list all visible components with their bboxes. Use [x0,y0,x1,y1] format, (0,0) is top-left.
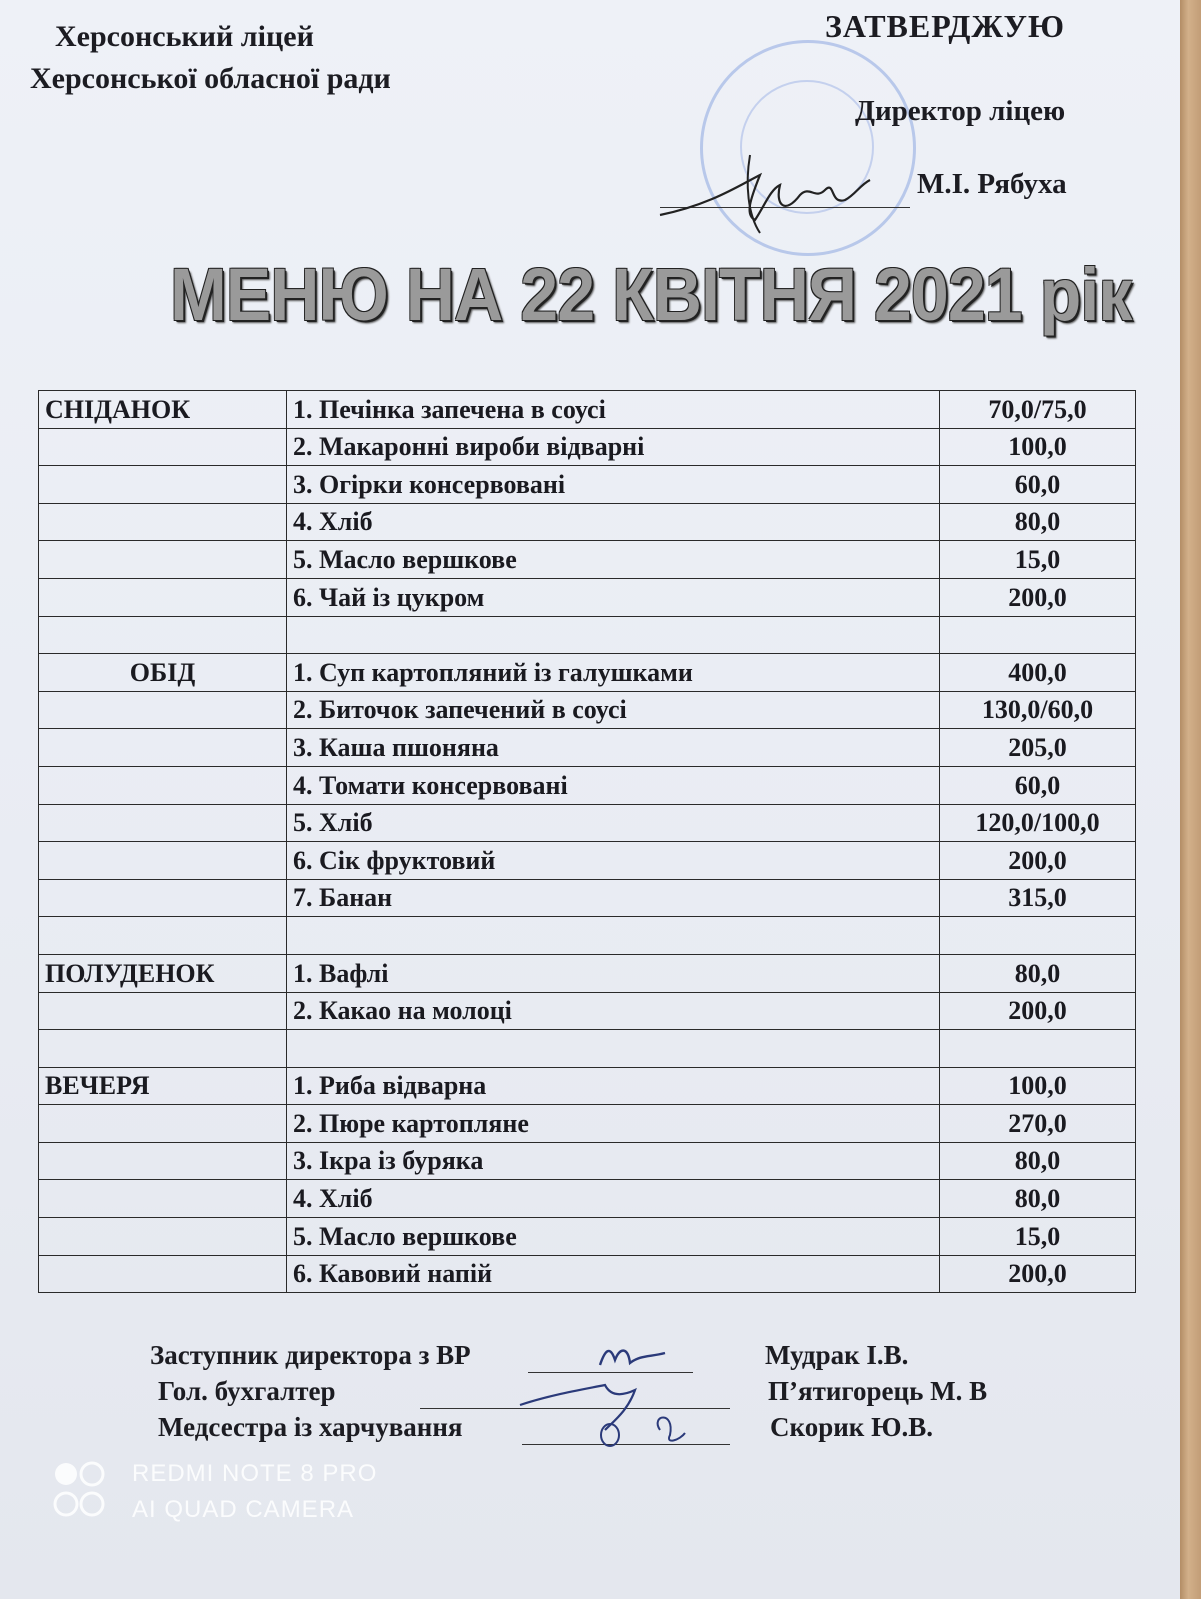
camera-watermark-line2: AI QUAD CAMERA [132,1496,355,1523]
weight-cell: 80,0 [940,954,1136,992]
table-row [39,992,1136,1030]
meal-cell: ПОЛУДЕНОК [39,954,287,992]
director-signature [650,145,890,235]
weight-cell: 200,0 [940,992,1136,1030]
meal-cell [39,466,287,504]
dish-cell [287,917,940,955]
dish-cell: 6. Кавовий напій [287,1255,940,1293]
signature-name-3: Скорик Ю.В. [770,1412,933,1442]
meal-cell [39,578,287,616]
table-row [39,804,1136,842]
table-row [39,1067,1136,1105]
weight-cell: 130,0/60,0 [940,691,1136,729]
weight-cell: 60,0 [940,466,1136,504]
dish-cell: 5. Хліб [287,804,940,842]
director-position: Директор ліцею [855,95,1066,127]
school-name-line2: Херсонської обласної ради [30,62,391,95]
menu-table [38,390,1136,1293]
camera-watermark [132,1456,377,1528]
weight-cell: 200,0 [940,842,1136,880]
dish-cell [287,616,940,654]
table-row [39,578,1136,616]
table-row [39,1255,1136,1293]
weight-cell: 100,0 [940,428,1136,466]
handwritten-signatures [510,1335,710,1450]
meal-cell [39,691,287,729]
dish-cell: 6. Чай із цукром [287,578,940,616]
menu-title: МЕНЮ НА 22 КВІТНЯ 2021 рік [170,253,1132,336]
table-row [39,616,1136,654]
meal-cell [39,1255,287,1293]
meal-cell: СНІДАНОК [39,391,287,429]
meal-cell [39,992,287,1030]
dish-cell: 3. Ікра із буряка [287,1142,940,1180]
meal-cell [39,842,287,880]
meal-cell [39,1105,287,1143]
dish-cell: 1. Суп картопляний із галушками [287,654,940,692]
meal-cell [39,804,287,842]
table-row [39,917,1136,955]
approval-heading: ЗАТВЕРДЖУЮ [825,8,1066,44]
meal-cell [39,1218,287,1256]
table-row [39,766,1136,804]
director-name: М.І. Рябуха [917,168,1067,200]
dish-cell: 1. Вафлі [287,954,940,992]
desk-background [1180,0,1201,1599]
table-row [39,1105,1136,1143]
meal-cell [39,1030,287,1068]
meal-cell [39,503,287,541]
weight-cell: 205,0 [940,729,1136,767]
weight-cell: 70,0/75,0 [940,391,1136,429]
dish-cell: 2. Макаронні вироби відварні [287,428,940,466]
weight-cell [940,917,1136,955]
signature-position-1: Заступник директора з ВР [150,1340,471,1370]
dish-cell: 6. Сік фруктовий [287,842,940,880]
table-row [39,1180,1136,1218]
dish-cell: 2. Пюре картопляне [287,1105,940,1143]
weight-cell: 200,0 [940,578,1136,616]
dish-cell: 5. Масло вершкове [287,1218,940,1256]
meal-cell [39,729,287,767]
dish-cell: 2. Какао на молоці [287,992,940,1030]
dish-cell: 4. Хліб [287,1180,940,1218]
dish-cell: 5. Масло вершкове [287,541,940,579]
weight-cell: 270,0 [940,1105,1136,1143]
table-row [39,954,1136,992]
weight-cell: 80,0 [940,503,1136,541]
table-row [39,691,1136,729]
table-row [39,541,1136,579]
table-row [39,842,1136,880]
meal-cell [39,541,287,579]
table-row [39,879,1136,917]
table-row [39,503,1136,541]
weight-cell: 400,0 [940,654,1136,692]
weight-cell: 315,0 [940,879,1136,917]
weight-cell: 15,0 [940,1218,1136,1256]
table-row [39,466,1136,504]
signature-name-2: П’ятигорець М. В [768,1376,988,1406]
dish-cell: 4. Томати консервовані [287,766,940,804]
meal-cell [39,616,287,654]
dish-cell: 1. Печінка запечена в соусі [287,391,940,429]
dish-cell: 2. Биточок запечений в соусі [287,691,940,729]
camera-lens-icon [52,1460,112,1522]
table-row [39,1142,1136,1180]
school-name-line1: Херсонський ліцей [55,20,314,53]
dish-cell: 1. Риба відварна [287,1067,940,1105]
weight-cell: 120,0/100,0 [940,804,1136,842]
meal-cell [39,917,287,955]
meal-cell: ОБІД [39,654,287,692]
table-row [39,428,1136,466]
meal-cell [39,1180,287,1218]
table-row [39,1218,1136,1256]
weight-cell: 60,0 [940,766,1136,804]
table-row [39,654,1136,692]
meal-cell [39,1142,287,1180]
dish-cell: 7. Банан [287,879,940,917]
camera-watermark-line1: REDMI NOTE 8 PRO [132,1460,378,1487]
weight-cell: 200,0 [940,1255,1136,1293]
table-row [39,729,1136,767]
signature-position-3: Медсестра із харчування [158,1412,463,1442]
dish-cell [287,1030,940,1068]
signature-name-1: Мудрак І.В. [765,1340,909,1370]
signature-position-2: Гол. бухгалтер [158,1376,336,1406]
weight-cell [940,1030,1136,1068]
dish-cell: 4. Хліб [287,503,940,541]
meal-cell [39,766,287,804]
meal-cell: ВЕЧЕРЯ [39,1067,287,1105]
weight-cell: 80,0 [940,1142,1136,1180]
meal-cell [39,428,287,466]
dish-cell: 3. Огірки консервовані [287,466,940,504]
weight-cell: 15,0 [940,541,1136,579]
weight-cell: 80,0 [940,1180,1136,1218]
table-row [39,391,1136,429]
table-row [39,1030,1136,1068]
weight-cell: 100,0 [940,1067,1136,1105]
weight-cell [940,616,1136,654]
dish-cell: 3. Каша пшоняна [287,729,940,767]
meal-cell [39,879,287,917]
